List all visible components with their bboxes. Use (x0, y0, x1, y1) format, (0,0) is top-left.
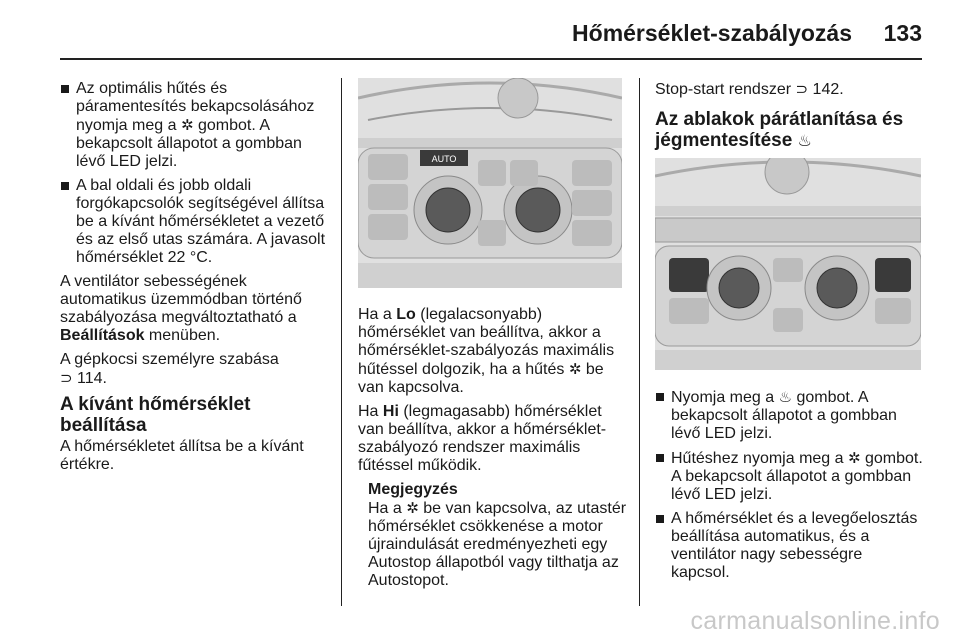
column-divider-1 (341, 78, 342, 606)
paragraph: A gépkocsi személyre szabása ⊃ 114. (60, 351, 279, 387)
bullet-icon (656, 393, 664, 401)
paragraph: Stop-start rendszer ⊃ 142. (655, 80, 844, 98)
page-reference-arrow-icon: ⊃ (795, 80, 809, 98)
bullet-icon (61, 85, 69, 93)
bullet-item: Az optimális hűtés és páramentesítés bekapcsolásához nyomja meg a ✲ gombot. A bekapcsolt állapotot a gombban lévő LED jelzi. (60, 80, 330, 171)
fan-icon: ✲ (847, 449, 861, 467)
bullet-item: Hűtéshez nyomja meg a ✲ gombot. A bekapcsolt állapotot a gombban lévő LED jelzi. (655, 449, 927, 504)
windshield-defrost-icon: ♨ (797, 131, 812, 150)
page-reference-link[interactable]: 114. (77, 370, 107, 387)
bullet-icon (656, 515, 664, 523)
column-3-bullets (655, 388, 927, 588)
climate-panel-image-2 (655, 158, 921, 370)
paragraph: Ha a Lo (legalacsonyabb) hőmérséklet van beállítva, akkor a hőmérséklet-szabályozás maximális hűtéssel dolgozik, ha a hűtés ✲ be van kapcsolva. (358, 306, 615, 396)
fan-icon: ✲ (568, 360, 582, 378)
bullet-item: A hőmérséklet és a levegőelosztás beállítása automatikus, és a ventilátor nagy sebességre kapcsol. (655, 510, 927, 582)
bullet-icon (61, 182, 69, 190)
page-header (60, 18, 922, 54)
note-heading: Megjegyzés (368, 481, 458, 498)
paragraph: A hőmérsékletet állítsa be a kívánt értékre. (60, 438, 304, 473)
column-3 (655, 80, 925, 153)
bullet-icon (656, 454, 664, 462)
fan-icon: ✲ (406, 499, 419, 517)
auto-display-label: AUTO (431, 154, 457, 164)
windshield-defrost-icon: ♨ (778, 388, 793, 406)
column-divider-2 (639, 78, 640, 606)
section-heading: A kívánt hőmérséklet beállítása (60, 394, 251, 436)
paragraph: Ha Hi (legmagasabb) hőmérséklet van beállítva, akkor a hőmérséklet- szabályozó rendszer maximális fűtéssel működik. (358, 403, 607, 474)
section-heading: Az ablakok párátlanítása és jégmentesítése ♨ (655, 109, 904, 151)
note-block: Megjegyzés Ha a ✲ be van kapcsolva, az utastér hőmérséklet csökkenése a motor újraindulását eredményezheti egy Autostop állapotból vagy tilthatja az Autostopot. (358, 481, 630, 590)
paragraph: A ventilátor sebességének automatikus üzemmódban történő szabályozása megváltoztatható a Beállítások menüben. (60, 273, 302, 344)
page-number: 133 (883, 20, 922, 46)
bullet-item: Nyomja meg a ♨ gombot. A bekapcsolt állapotot a gombban lévő LED jelzi. (655, 388, 927, 443)
bullet-item: A bal oldali és jobb oldali forgókapcsolók segítségével állítsa be a kívánt hőmérsékletet a vezető és az első utas számára. A javasolt hőmérséklet 22 °C. (60, 177, 330, 267)
column-2 (358, 306, 630, 590)
watermark: carmanualsonline.info (690, 607, 940, 635)
page-reference-arrow-icon: ⊃ (60, 369, 73, 387)
column-1 (60, 80, 330, 480)
page-title: Hőmérséklet-szabályozás (572, 20, 852, 46)
climate-panel-image-1 (358, 78, 622, 288)
page-reference-link[interactable]: 142. (812, 81, 844, 98)
fan-icon: ✲ (180, 116, 194, 134)
header-rule (60, 58, 922, 60)
